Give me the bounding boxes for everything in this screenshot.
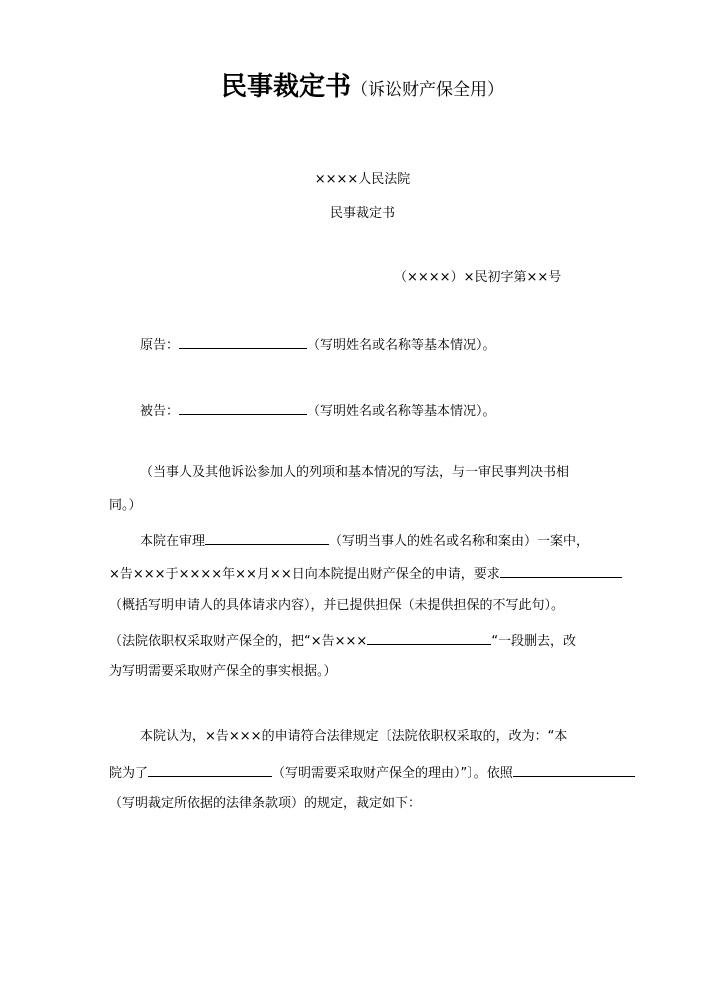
para2-line4-b: “一段删去，改 bbox=[491, 634, 577, 649]
request-blank bbox=[500, 563, 622, 578]
defendant-line bbox=[140, 400, 496, 421]
para2-line2 bbox=[109, 563, 622, 584]
quote-blank bbox=[367, 630, 491, 645]
para2-line1-a: 本院在审理 bbox=[140, 534, 206, 549]
case-blank bbox=[205, 530, 329, 545]
defendant-label: 被告： bbox=[140, 404, 180, 419]
plaintiff-line bbox=[140, 334, 496, 355]
title-main: 民事裁定书 bbox=[220, 72, 351, 102]
para2-line1-b: （写明当事人的姓名或名称和案由）一案中， bbox=[329, 534, 590, 549]
defendant-note: （写明姓名或名称等基本情况）。 bbox=[307, 404, 496, 419]
title-note: （诉讼财产保全用） bbox=[351, 80, 504, 100]
para3-line2 bbox=[109, 762, 635, 783]
para2-line1 bbox=[140, 530, 589, 551]
document-type: 民事裁定书 bbox=[329, 206, 395, 221]
para2-line4 bbox=[109, 630, 576, 651]
para3-line1: 本院认为，×告×××的申请符合法律规定〔法院依职权采取的，改为：“本 bbox=[140, 729, 568, 744]
plaintiff-label: 原告： bbox=[140, 338, 180, 353]
para3-line2-a: 院为了 bbox=[109, 766, 149, 781]
para2-line4-a: （法院依职权采取财产保全的，把“×告××× bbox=[109, 634, 368, 649]
document-title bbox=[0, 66, 725, 103]
para2-line5: 为写明需要采取财产保全的事实根据。） bbox=[109, 664, 337, 679]
plaintiff-blank bbox=[179, 334, 307, 349]
law-blank bbox=[513, 762, 635, 777]
para3-line3: （写明裁定所依据的法律条款项）的规定，裁定如下： bbox=[109, 796, 422, 811]
case-number: （××××）×民初字第××号 bbox=[394, 270, 562, 285]
para1-line1: （当事人及其他诉讼参加人的列项和基本情况的写法，与一审民事判决书相 bbox=[140, 465, 570, 480]
plaintiff-note: （写明姓名或名称等基本情况）。 bbox=[307, 338, 496, 353]
para2-line3: （概括写明申请人的具体请求内容），并已提供担保（未提供担保的不写此句）。 bbox=[109, 598, 565, 613]
court-name: ××××人民法院 bbox=[314, 172, 411, 187]
reason-blank bbox=[148, 762, 272, 777]
para2-line2-a: ×告×××于××××年××月××日向本院提出财产保全的申请，要求 bbox=[109, 567, 500, 582]
defendant-blank bbox=[179, 400, 307, 415]
para1-line2: 同。） bbox=[109, 498, 142, 513]
para3-line2-b: （写明需要采取财产保全的理由）”〕。依照 bbox=[272, 766, 513, 781]
